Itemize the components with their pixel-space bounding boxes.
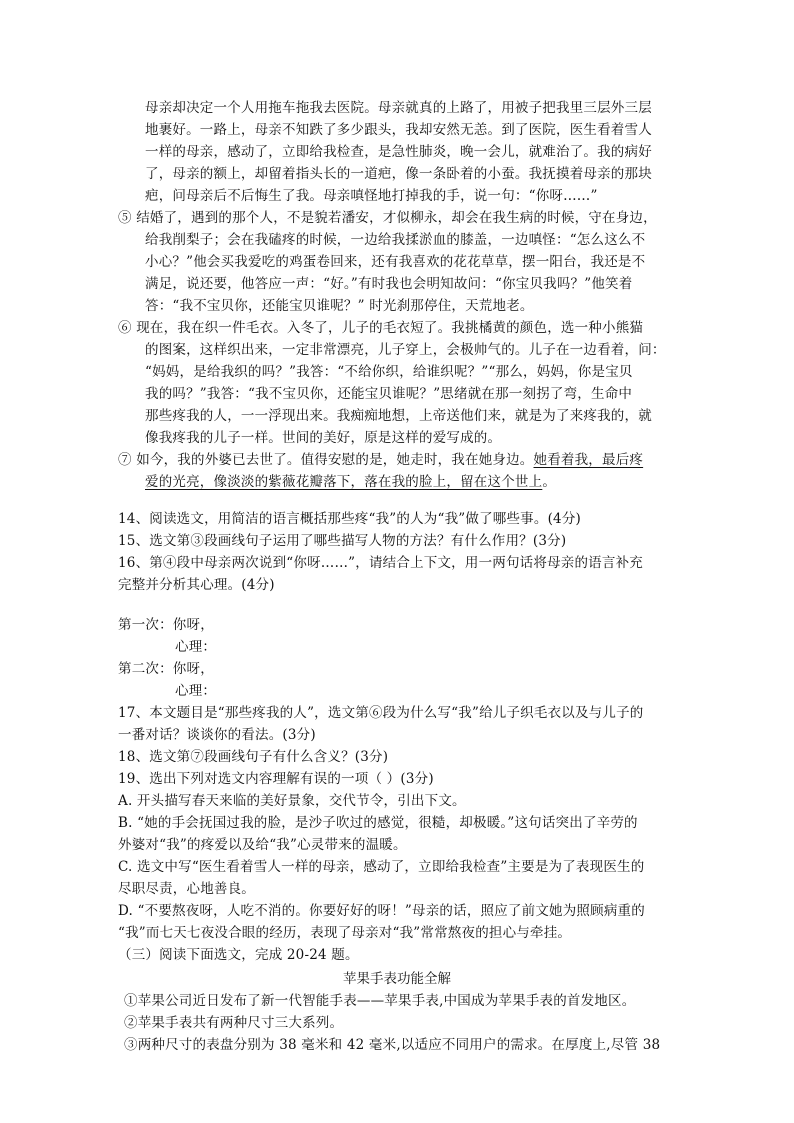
passage-line: “妈妈，是给我织的吗？”我答：“不给你织，给谁织呢？”“那么，妈妈，你是宝贝: [145, 364, 633, 380]
option-d-cont: “我”而七天七夜没合眼的经历，表现了母亲对“我”常常熬夜的担心与牵挂。: [118, 925, 572, 941]
passage-line: [145, 472, 556, 492]
option-b: B. “她的手会抚国过我的脸，是沙子吹过的感觉，很糙，却极暖。”这句话突出了辛劳的: [118, 815, 638, 831]
question-17: 17、本文题目是“那些疼我的人”，选文第⑥段为什么写“我”给儿子织毛衣以及与儿子的: [118, 705, 644, 721]
paragraph-6-start: ⑥ 现在，我在织一件毛衣。入冬了，儿子的毛衣短了。我挑橘黄的颜色，选一种小熊猫: [118, 320, 644, 336]
answer-first: 第一次：你呀，: [118, 617, 214, 633]
question-18: 18、选文第⑦段画线句子有什么含义？(3分): [118, 749, 389, 765]
section-3-line: ②苹果手表共有两种尺寸三大系列。: [124, 1015, 344, 1031]
passage-line: 母亲却决定一个人用拖车拖我去医院。母亲就真的上路了，用被子把我里三层外三层: [145, 100, 652, 116]
passage-line: 小心？”他会买我爱吃的鸡蛋卷回来，还有我喜欢的花花草草，摆一阳台，我还是不: [145, 254, 646, 270]
passage-line: 给我削梨子；会在我磕疼的时候，一边给我揉淤血的膝盖，一边嗔怪：“怎么这么不: [145, 232, 646, 248]
option-b-cont: 外婆对“我”的疼爱以及给“我”心灵带来的温暖。: [118, 837, 407, 853]
section-3-line: ①苹果公司近日发布了新一代智能手表——苹果手表,中国成为苹果手表的首发地区。: [124, 993, 636, 1009]
question-19: 19、选出下列对选文内容理解有误的一项（ ）(3分): [118, 771, 434, 787]
passage-line: 地裹好。一路上，母亲不知跌了多少跟头，我却安然无恙。到了医院，医生看着雪人: [145, 122, 652, 138]
section-3-heading: （三）阅读下面选文，完成 20-24 题。: [118, 947, 359, 963]
underlined-sentence: 爱的光亮，像淡淡的紫薇花瓣落下，落在我的脸上，留在这个世上: [145, 474, 543, 490]
question-17-cont: 一番对话？谈谈你的看法。(3分): [118, 727, 316, 743]
passage-line: 的图案，这样织出来，一定非常漂亮，儿子穿上，会极帅气的。儿子在一边看着，问：: [145, 342, 666, 358]
paragraph-5-start: ⑤ 结婚了，遇到的那个人，不是貌若潘安，才似柳永，却会在我生病的时候，守在身边，: [118, 210, 657, 226]
question-16: 16、第④段中母亲两次说到“你呀……”，请结合上下文，用一两句话将母亲的语言补充: [118, 555, 643, 571]
underlined-sentence: 她看着我，最后疼: [533, 452, 644, 468]
answer-first-mind: 心理：: [175, 639, 217, 655]
passage-line: 像我疼我的儿子一样。世间的美好，原是这样的爱写成的。: [145, 430, 502, 446]
answer-second: 第二次：你呀，: [118, 661, 214, 677]
question-16-cont: 完整并分析其心理。(4分): [118, 577, 275, 593]
passage-line: 一样的母亲，感动了，立即给我检查，是急性肺炎，晚一会儿，就难治了。我的病好: [145, 144, 652, 160]
section-3-title: 苹果手表功能全解: [343, 971, 451, 987]
question-15: 15、选文第③段画线句子运用了哪些描写人物的方法？有什么作用？(3分): [118, 533, 567, 549]
passage-line: 我的吗？”我答：“我不宝贝你，还能宝贝谁呢？”思绪就在那一刻拐了弯，生命中: [145, 386, 633, 402]
passage-line: 了，母亲的额上，却留着指头长的一道疤，像一条卧着的小蚕。我抚摸着母亲的那块: [145, 166, 652, 182]
paragraph-7-start: [118, 450, 643, 470]
passage-line: 那些疼我的人，一一浮现出来。我痴痴地想，上帝送他们来，就是为了来疼我的，就: [145, 408, 652, 424]
answer-second-mind: 心理：: [175, 683, 217, 699]
passage-line: 疤，问母亲后不后悔生了我。母亲嗔怪地打掉我的手，说一句：“你呀……”: [145, 188, 598, 204]
passage-line: 满足，说还要，他答应一声：“好。”有时我也会明知故问：“你宝贝我吗？”他笑着: [145, 276, 633, 292]
option-d: D. “不要熬夜呀，人吃不消的。你要好好的呀！”母亲的话，照应了前文她为照顾病重的: [118, 903, 645, 919]
option-c: C. 选文中写“医生看着雪人一样的母亲，感动了，立即给我检查”主要是为了表现医生的: [118, 859, 645, 875]
option-a: A. 开头描写春天来临的美好景象，交代节令，引出下文。: [118, 793, 466, 809]
passage-line: 答：“我不宝贝你，还能宝贝谁呢？” 时光刹那停住，天荒地老。: [145, 298, 534, 314]
question-14: 14、阅读选文，用简洁的语言概括那些疼“我”的人为“我”做了哪些事。(4分): [118, 511, 582, 527]
paragraph-7-text: ⑦ 如今，我的外婆已去世了。值得安慰的是，她走时，我在她身边。: [118, 452, 534, 468]
section-3-line: ③两种尺寸的表盘分别为 38 毫米和 42 毫米,以适应不同用户的需求。在厚度上,尽管 38: [124, 1037, 661, 1053]
option-c-cont: 尽职尽责，心地善良。: [118, 881, 255, 897]
sentence-end: 。: [542, 474, 557, 490]
